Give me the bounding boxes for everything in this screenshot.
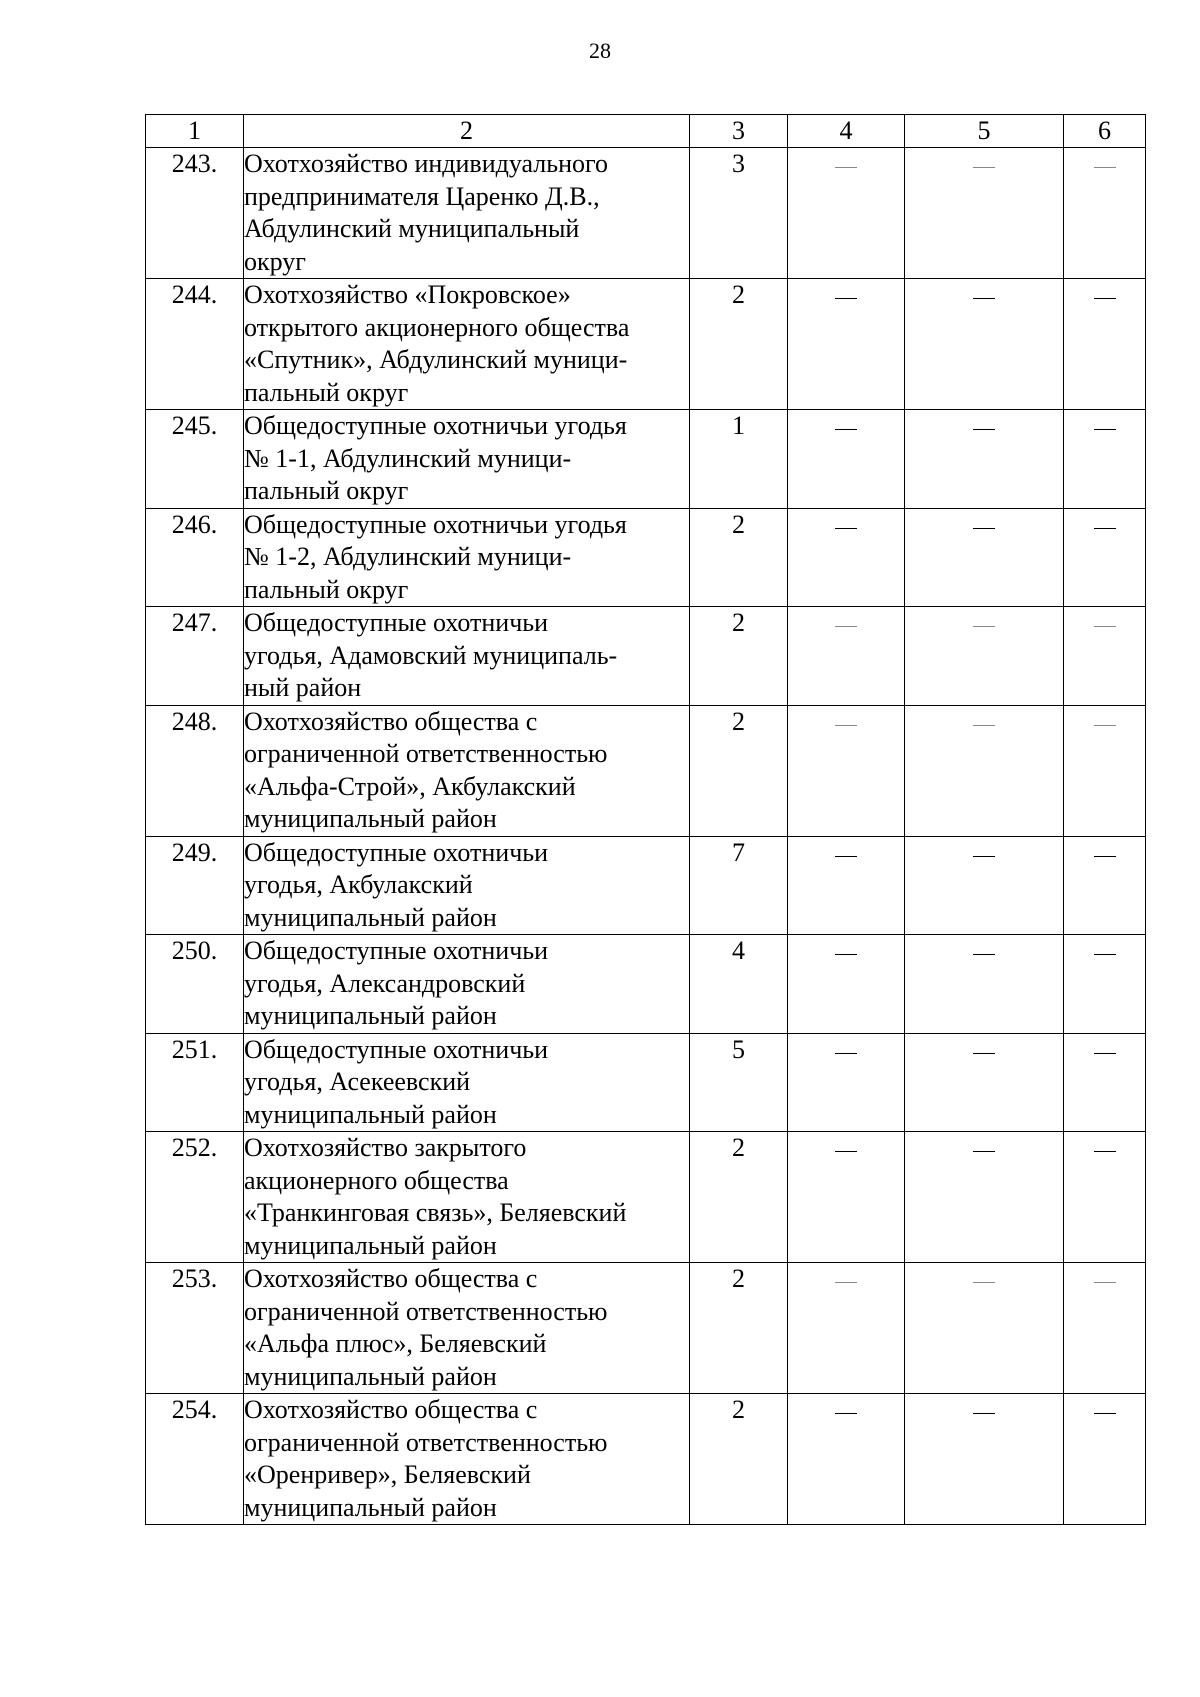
- dash-mark: [835, 429, 857, 430]
- hunting-ground-name: [244, 1033, 690, 1132]
- name-line: № 1-2, Абдулинский муници-: [244, 542, 572, 571]
- name-line: «Альфа плюс», Беляевский: [244, 1329, 547, 1358]
- dash-mark: [1094, 298, 1116, 299]
- quantity-cell: 5: [690, 1033, 788, 1132]
- dash-mark: [835, 167, 857, 168]
- column-header-3: 3: [690, 115, 788, 148]
- quantity-cell: 2: [690, 607, 788, 706]
- name-line: Абдулинский муниципальный: [244, 214, 580, 243]
- name-line: Охотхозяйство закрытого: [244, 1133, 527, 1162]
- column-4-cell: [788, 1033, 905, 1132]
- name-line: муниципальный район: [244, 1492, 497, 1522]
- column-4-cell: [788, 279, 905, 410]
- table-row: [146, 279, 1146, 410]
- table-row: [146, 1394, 1146, 1525]
- column-6-cell: [1064, 836, 1146, 935]
- hunting-ground-name: [244, 148, 690, 279]
- dash-mark: [835, 626, 857, 627]
- table-row: [146, 705, 1146, 836]
- row-number: 251.: [146, 1033, 244, 1132]
- name-line: округ: [244, 246, 306, 276]
- column-4-cell: [788, 148, 905, 279]
- table-row: [146, 836, 1146, 935]
- name-line: угодья, Адамовский муниципаль-: [244, 640, 618, 670]
- quantity-cell: 7: [690, 836, 788, 935]
- column-5-cell: [905, 148, 1064, 279]
- name-line: ограниченной ответственностью: [244, 739, 608, 768]
- dash-mark: [973, 954, 995, 955]
- row-number: 248.: [146, 705, 244, 836]
- dash-mark: [1094, 1282, 1116, 1283]
- column-4-cell: [788, 508, 905, 607]
- quantity-cell: 2: [690, 1132, 788, 1263]
- dash-mark: [835, 1151, 857, 1152]
- dash-mark: [835, 1053, 857, 1054]
- name-line: ный район: [244, 673, 362, 702]
- dash-mark: [1094, 1413, 1116, 1414]
- hunting-ground-name: [244, 1394, 690, 1525]
- name-line: Общедоступные охотничьи: [244, 608, 549, 637]
- column-4-cell: [788, 1132, 905, 1263]
- column-4-cell: [788, 705, 905, 836]
- name-line: «Альфа-Строй», Акбулакский: [244, 771, 576, 801]
- dash-mark: [1094, 1053, 1116, 1054]
- row-number: 244.: [146, 279, 244, 410]
- column-4-cell: [788, 1263, 905, 1394]
- name-line: пальный округ: [244, 476, 409, 505]
- name-line: угодья, Акбулакский: [244, 870, 473, 899]
- table-row: [146, 148, 1146, 279]
- hunting-ground-name: [244, 410, 690, 509]
- row-number: 246.: [146, 508, 244, 607]
- quantity-cell: 3: [690, 148, 788, 279]
- column-5-cell: [905, 1394, 1064, 1525]
- page-number: 28: [589, 38, 611, 63]
- row-number: 243.: [146, 148, 244, 279]
- column-5-cell: [905, 1033, 1064, 1132]
- name-line: Охотхозяйство общества с: [244, 1264, 538, 1293]
- name-line: муниципальный район: [244, 1001, 497, 1030]
- column-header-5: 5: [905, 115, 1064, 148]
- name-line: акционерного общества: [244, 1165, 509, 1195]
- name-line: Общедоступные охотничьи угодья: [244, 509, 627, 539]
- column-6-cell: [1064, 148, 1146, 279]
- dash-mark: [973, 167, 995, 168]
- dash-mark: [835, 856, 857, 857]
- hunting-ground-name: [244, 705, 690, 836]
- column-6-cell: [1064, 1132, 1146, 1263]
- dash-mark: [835, 1282, 857, 1283]
- dash-mark: [973, 528, 995, 529]
- table-row: [146, 607, 1146, 706]
- column-header-1: 1: [146, 115, 244, 148]
- quantity-cell: 2: [690, 1394, 788, 1525]
- name-line: «Оренривер», Беляевский: [244, 1460, 531, 1489]
- quantity-cell: 4: [690, 935, 788, 1034]
- row-number: 249.: [146, 836, 244, 935]
- dash-mark: [973, 1413, 995, 1414]
- hunting-ground-name: [244, 836, 690, 935]
- name-line: пальный округ: [244, 574, 409, 604]
- dash-mark: [835, 298, 857, 299]
- dash-mark: [1094, 528, 1116, 529]
- quantity-cell: 1: [690, 410, 788, 509]
- name-line: ограниченной ответственностью: [244, 1296, 608, 1326]
- dash-mark: [1094, 167, 1116, 168]
- column-5-cell: [905, 607, 1064, 706]
- column-header-6: 6: [1064, 115, 1146, 148]
- column-header-2: 2: [244, 115, 690, 148]
- row-number: 252.: [146, 1132, 244, 1263]
- column-4-cell: [788, 1394, 905, 1525]
- name-line: Охотхозяйство «Покровское»: [244, 280, 571, 309]
- column-5-cell: [905, 705, 1064, 836]
- column-6-cell: [1064, 607, 1146, 706]
- column-4-cell: [788, 410, 905, 509]
- hunting-ground-name: [244, 508, 690, 607]
- dash-mark: [973, 1053, 995, 1054]
- column-4-cell: [788, 935, 905, 1034]
- dash-mark: [1094, 856, 1116, 857]
- table-row: [146, 508, 1146, 607]
- dash-mark: [973, 1151, 995, 1152]
- hunting-ground-name: [244, 935, 690, 1034]
- name-line: Общедоступные охотничьи угодья: [244, 411, 627, 440]
- column-5-cell: [905, 1132, 1064, 1263]
- dash-mark: [835, 954, 857, 955]
- name-line: угодья, Асекеевский: [244, 1067, 471, 1096]
- column-5-cell: [905, 410, 1064, 509]
- name-line: Общедоступные охотничьи: [244, 1034, 549, 1064]
- name-line: ограниченной ответственностью: [244, 1427, 608, 1457]
- name-line: Охотхозяйство индивидуального: [244, 149, 609, 178]
- column-6-cell: [1064, 1263, 1146, 1394]
- quantity-cell: 2: [690, 279, 788, 410]
- dash-mark: [973, 725, 995, 726]
- name-line: муниципальный район: [244, 1099, 497, 1129]
- name-line: предпринимателя Царенко Д.В.,: [244, 181, 600, 211]
- hunting-ground-name: [244, 1132, 690, 1263]
- table-row: [146, 1033, 1146, 1132]
- name-line: муниципальный район: [244, 902, 497, 932]
- dash-mark: [973, 856, 995, 857]
- dash-mark: [835, 528, 857, 529]
- name-line: Общедоступные охотничьи: [244, 837, 549, 867]
- hunting-ground-name: [244, 279, 690, 410]
- quantity-cell: 2: [690, 705, 788, 836]
- table-row: [146, 1132, 1146, 1263]
- dash-mark: [973, 1282, 995, 1283]
- dash-mark: [973, 626, 995, 627]
- name-line: Общедоступные охотничьи: [244, 936, 549, 965]
- table-row: [146, 1263, 1146, 1394]
- column-6-cell: [1064, 279, 1146, 410]
- name-line: Охотхозяйство общества с: [244, 706, 538, 736]
- name-line: пальный округ: [244, 377, 409, 407]
- dash-mark: [1094, 725, 1116, 726]
- dash-mark: [835, 1413, 857, 1414]
- column-header-4: 4: [788, 115, 905, 148]
- row-number: 253.: [146, 1263, 244, 1394]
- name-line: муниципальный район: [244, 1361, 497, 1391]
- column-5-cell: [905, 508, 1064, 607]
- name-line: «Спутник», Абдулинский муници-: [244, 345, 628, 374]
- column-6-cell: [1064, 1033, 1146, 1132]
- column-5-cell: [905, 836, 1064, 935]
- column-5-cell: [905, 935, 1064, 1034]
- row-number: 250.: [146, 935, 244, 1034]
- table-row: [146, 935, 1146, 1034]
- dash-mark: [1094, 429, 1116, 430]
- dash-mark: [973, 298, 995, 299]
- column-6-cell: [1064, 705, 1146, 836]
- column-6-cell: [1064, 935, 1146, 1034]
- name-line: открытого акционерного общества: [244, 312, 630, 342]
- hunting-grounds-table: [145, 114, 1146, 1525]
- dash-mark: [835, 725, 857, 726]
- dash-mark: [1094, 1151, 1116, 1152]
- hunting-ground-name: [244, 1263, 690, 1394]
- row-number: 245.: [146, 410, 244, 509]
- row-number: 247.: [146, 607, 244, 706]
- row-number: 254.: [146, 1394, 244, 1525]
- quantity-cell: 2: [690, 1263, 788, 1394]
- name-line: «Транкинговая связь», Беляевский: [244, 1198, 627, 1227]
- name-line: Охотхозяйство общества с: [244, 1395, 538, 1424]
- dash-mark: [1094, 954, 1116, 955]
- column-6-cell: [1064, 410, 1146, 509]
- column-5-cell: [905, 1263, 1064, 1394]
- dash-mark: [973, 429, 995, 430]
- name-line: муниципальный район: [244, 1230, 497, 1260]
- quantity-cell: 2: [690, 508, 788, 607]
- table-header-row: [146, 115, 1146, 148]
- name-line: угодья, Александровский: [244, 968, 526, 998]
- name-line: № 1-1, Абдулинский муници-: [244, 443, 572, 473]
- column-4-cell: [788, 607, 905, 706]
- hunting-ground-name: [244, 607, 690, 706]
- column-4-cell: [788, 836, 905, 935]
- table-row: [146, 410, 1146, 509]
- name-line: муниципальный район: [244, 804, 497, 833]
- column-5-cell: [905, 279, 1064, 410]
- column-6-cell: [1064, 508, 1146, 607]
- table-body: [146, 115, 1146, 1525]
- column-6-cell: [1064, 1394, 1146, 1525]
- dash-mark: [1094, 626, 1116, 627]
